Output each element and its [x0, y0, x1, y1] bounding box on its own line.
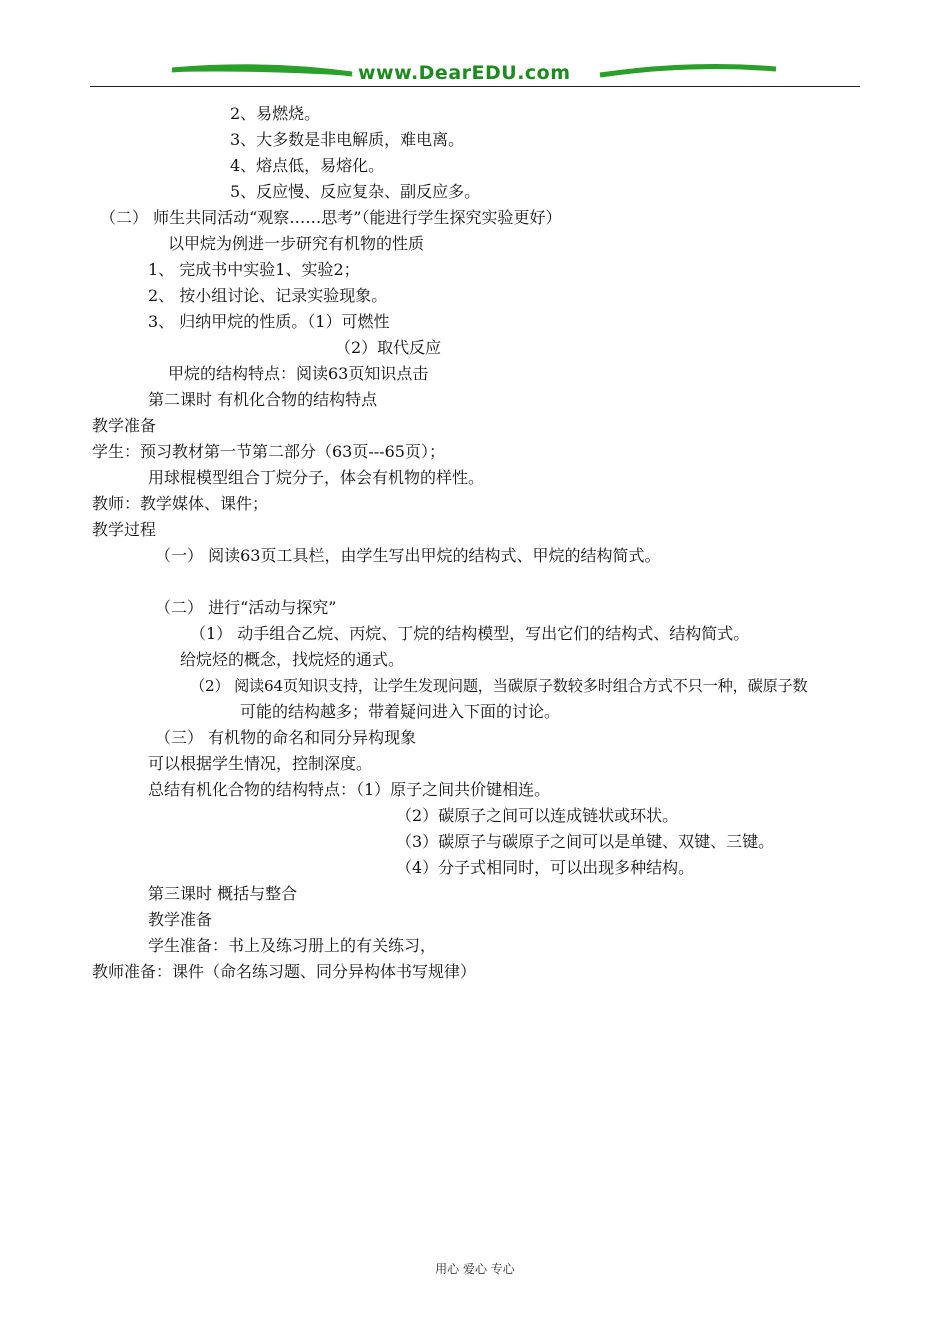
- text-line: （一） 阅读63页工具栏，由学生写出甲烷的结构式、甲烷的结构简式。: [155, 546, 661, 565]
- text-line: 甲烷的结构特点：阅读63页知识点击: [168, 364, 429, 383]
- text-line: （2）碳原子之间可以连成链状或环状。: [396, 806, 679, 825]
- text-line: 2、 按小组讨论、记录实验现象。: [148, 286, 388, 305]
- text-line: 3、 归纳甲烷的性质。（1）可燃性: [148, 312, 390, 331]
- text-line: （二） 进行“活动与探究”: [155, 598, 337, 617]
- text-line: 以甲烷为例进一步研究有机物的性质: [168, 234, 425, 253]
- text-line: 4、熔点低，易熔化。: [230, 156, 385, 175]
- text-line: 学生准备：书上及练习册上的有关练习，: [148, 936, 437, 955]
- text-line: 教师：教学媒体、课件；: [92, 494, 269, 513]
- text-line: 教学过程: [92, 520, 157, 539]
- text-line: （1） 动手组合乙烷、丙烷、丁烷的结构模型，写出它们的结构式、结构简式。: [190, 624, 750, 643]
- page-footer: 用心 爱心 专心: [435, 1262, 515, 1276]
- site-logo-text[interactable]: www.DearEDU.com: [358, 62, 571, 84]
- text-line: 可以根据学生情况，控制深度。: [148, 754, 373, 773]
- text-line: 5、反应慢、反应复杂、副反应多。: [230, 182, 481, 201]
- text-line: （2）取代反应: [335, 338, 442, 357]
- text-line: （4）分子式相同时，可以出现多种结构。: [396, 858, 695, 877]
- page-header: [0, 0, 950, 95]
- text-line: 教学准备: [92, 416, 157, 435]
- section-heading: 第二课时 有机化合物的结构特点: [148, 390, 378, 409]
- text-line: （3）碳原子与碳原子之间可以是单键、双键、三键。: [396, 832, 775, 851]
- text-line: （三） 有机物的命名和同分异构现象: [155, 728, 417, 747]
- text-line: 3、大多数是非电解质，难电离。: [230, 130, 465, 149]
- text-line: 教学准备: [148, 910, 213, 929]
- text-line: 总结有机化合物的结构特点：（1）原子之间共价键相连。: [148, 780, 551, 799]
- text-line: 用球棍模型组合丁烷分子，体会有机物的样性。: [148, 468, 485, 487]
- text-line: 学生：预习教材第一节第二部分（63页---65页）；: [92, 442, 445, 461]
- text-line: （二） 师生共同活动“观察……思考”（能进行学生探究实验更好）: [100, 208, 562, 227]
- text-line: 2、易燃烧。: [230, 104, 321, 123]
- header-divider: [90, 86, 860, 87]
- text-line: 给烷烃的概念，找烷烃的通式。: [180, 650, 405, 669]
- text-line: （2） 阅读64页知识支持，让学生发现问题，当碳原子数较多时组合方式不只一种，碳原子数: [190, 677, 808, 695]
- text-line: 可能的结构越多；带着疑问进入下面的讨论。: [240, 702, 561, 721]
- text-line: 教师准备：课件（命名练习题、同分异构体书写规律）: [92, 962, 477, 981]
- text-line: 1、 完成书中实验1、实验2；: [148, 260, 360, 279]
- section-heading: 第三课时 概括与整合: [148, 884, 298, 903]
